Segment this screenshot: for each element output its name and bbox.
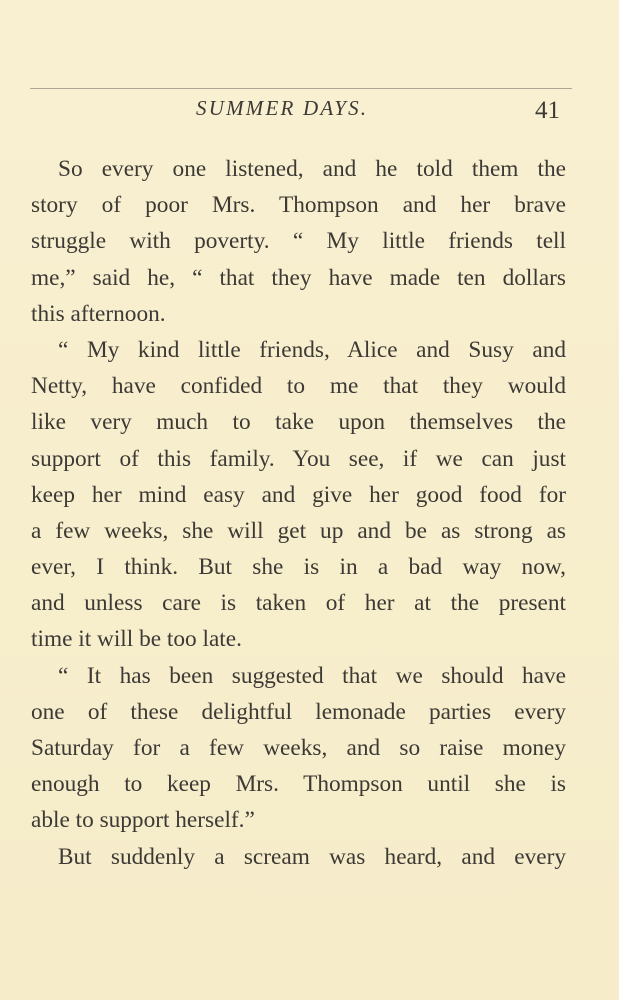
text-line: able to support herself.”: [31, 807, 255, 834]
text-line: like very much to take upon themselves the: [31, 409, 566, 436]
text-line: one of these delightful lemonade parties every: [31, 698, 566, 725]
text-line: enough to keep Mrs. Thompson until she is: [31, 771, 566, 798]
running-head: [0, 96, 619, 126]
page-number: 41: [535, 97, 560, 124]
text-line: Saturday for a few weeks, and so raise money: [31, 735, 566, 761]
text-line: a few weeks, she will get up and be as strong as: [31, 517, 566, 544]
text-line: time it will be too late.: [31, 626, 242, 653]
body-text: [31, 151, 566, 875]
text-line: struggle with poverty. “ My little friends tell: [31, 228, 566, 255]
running-title: SUMMER DAYS.: [196, 96, 369, 120]
header-rule: [30, 88, 572, 89]
text-line: But suddenly a scream was heard, and every: [58, 843, 566, 870]
text-line: support of this family. You see, if we can just: [31, 445, 566, 472]
text-line: and unless care is taken of her at the present: [31, 590, 566, 617]
text-line: Netty, have confided to me that they would: [31, 373, 566, 400]
text-line: ever, I think. But she is in a bad way now,: [31, 554, 566, 581]
text-line: this afternoon.: [31, 300, 166, 327]
text-line: “ My kind little friends, Alice and Susy and: [58, 336, 566, 363]
text-line: keep her mind easy and give her good food for: [31, 481, 566, 508]
text-line: “ It has been suggested that we should have: [58, 662, 566, 689]
text-line: So every one listened, and he told them the: [58, 156, 566, 182]
text-line: me,” said he, “ that they have made ten dollars: [31, 264, 566, 291]
text-line: story of poor Mrs. Thompson and her brave: [31, 192, 566, 219]
